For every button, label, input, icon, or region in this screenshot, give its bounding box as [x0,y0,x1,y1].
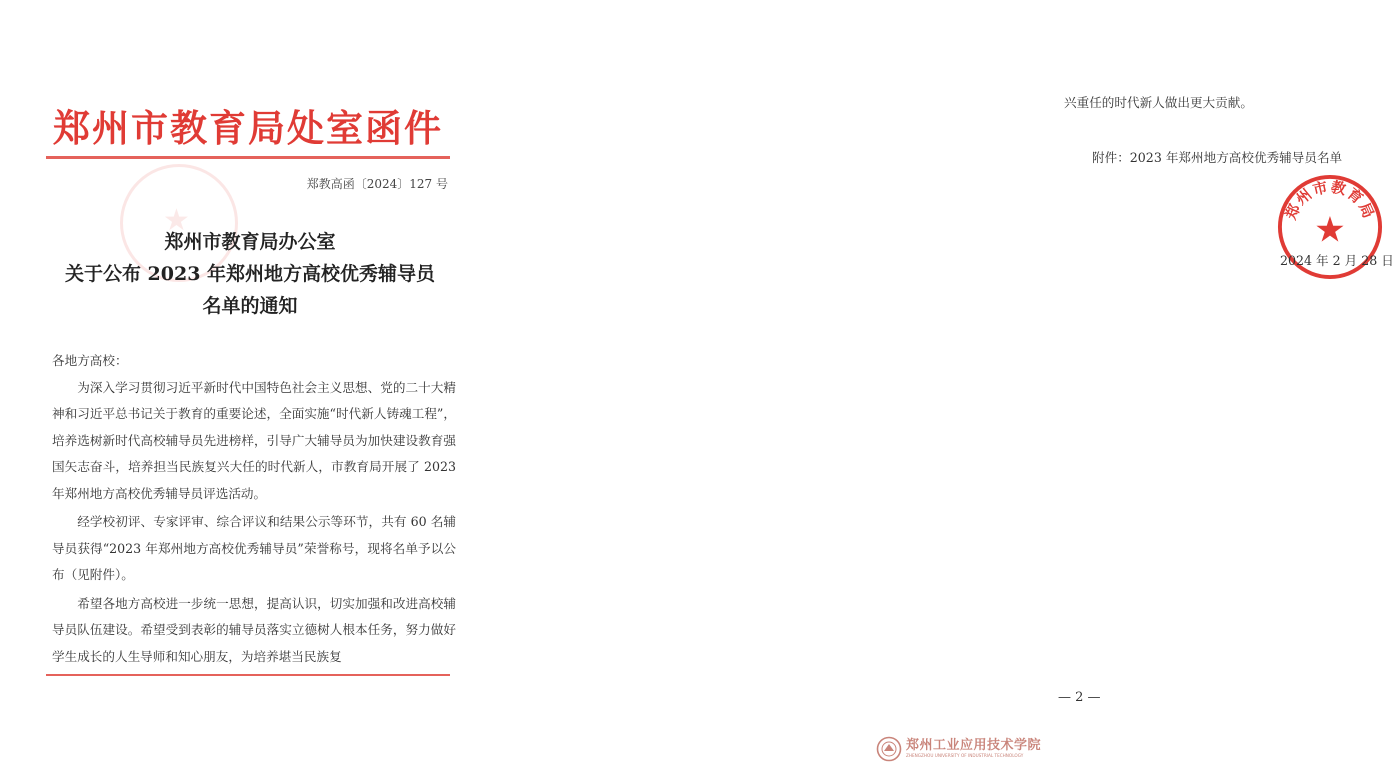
attachment-line: 附件：2023 年郑州地方高校优秀辅导员名单 [1092,150,1343,165]
left-page [0,0,500,768]
body-paragraph: 希望各地方高校进一步统一思想，提高认识，切实加强和改进高校辅导员队伍建设。希望受到表彰的辅导员落实立德树人根本任务，努力做好学生成长的人生导师和知心朋友，为培养堪当民族复 [52,595,456,664]
issue-date: 2024 年 2 月 28 日 [1280,253,1394,268]
watermark-english-name: ZHENGZHOU UNIVERSITY OF INDUSTRIAL TECHNOLOGY [906,753,1024,759]
school-watermark [876,734,1042,764]
school-emblem-icon [876,736,902,762]
watermark-school-name: 郑州工业应用技术学院 [906,738,1042,754]
body-paragraph: 经学校初评、专家评审、综合评议和结果公示等环节，共有 60 名辅导员获得“2023 年郑州地方高校优秀辅导员”荣誉称号，现将名单予以公布（见附件）。 [52,514,456,582]
notice-body [52,348,456,670]
title-line: 关于公布 2023 年郑州地方高校优秀辅导员 [64,263,436,285]
notice-title [48,226,452,322]
document-number: 郑教高函〔2024〕127 号 [306,177,448,191]
masthead-red-rule [46,156,450,159]
salutation: 各地方高校： [52,353,128,368]
footer-red-rule [46,674,450,676]
right-page [510,0,1394,768]
continued-text: 兴重任的时代新人做出更大贡献。 [1064,95,1253,110]
title-line: 郑州市教育局办公室 [164,231,336,253]
page-number: — 2 — [1058,690,1101,705]
star-icon: ★ [163,203,190,238]
body-paragraph: 为深入学习贯彻习近平新时代中国特色社会主义思想、党的二十大精神和习近平总书记关于教育的重要论述，全面实施“时代新人铸魂工程”，培养选树新时代高校辅导员先进榜样，引导广大辅导员为加快建设教育强国矢志奋斗，培养担当民族复兴大任的时代新人，市教育局开展了 2023 年郑州地方高校优秀辅导员评选活动。 [52,379,456,501]
seal-star-icon: ★ [1314,209,1346,251]
masthead: 郑州市教育局处室函件 [53,106,443,150]
title-line: 名单的通知 [202,295,298,317]
seal-text: 郑州市教育局 [1282,178,1378,223]
